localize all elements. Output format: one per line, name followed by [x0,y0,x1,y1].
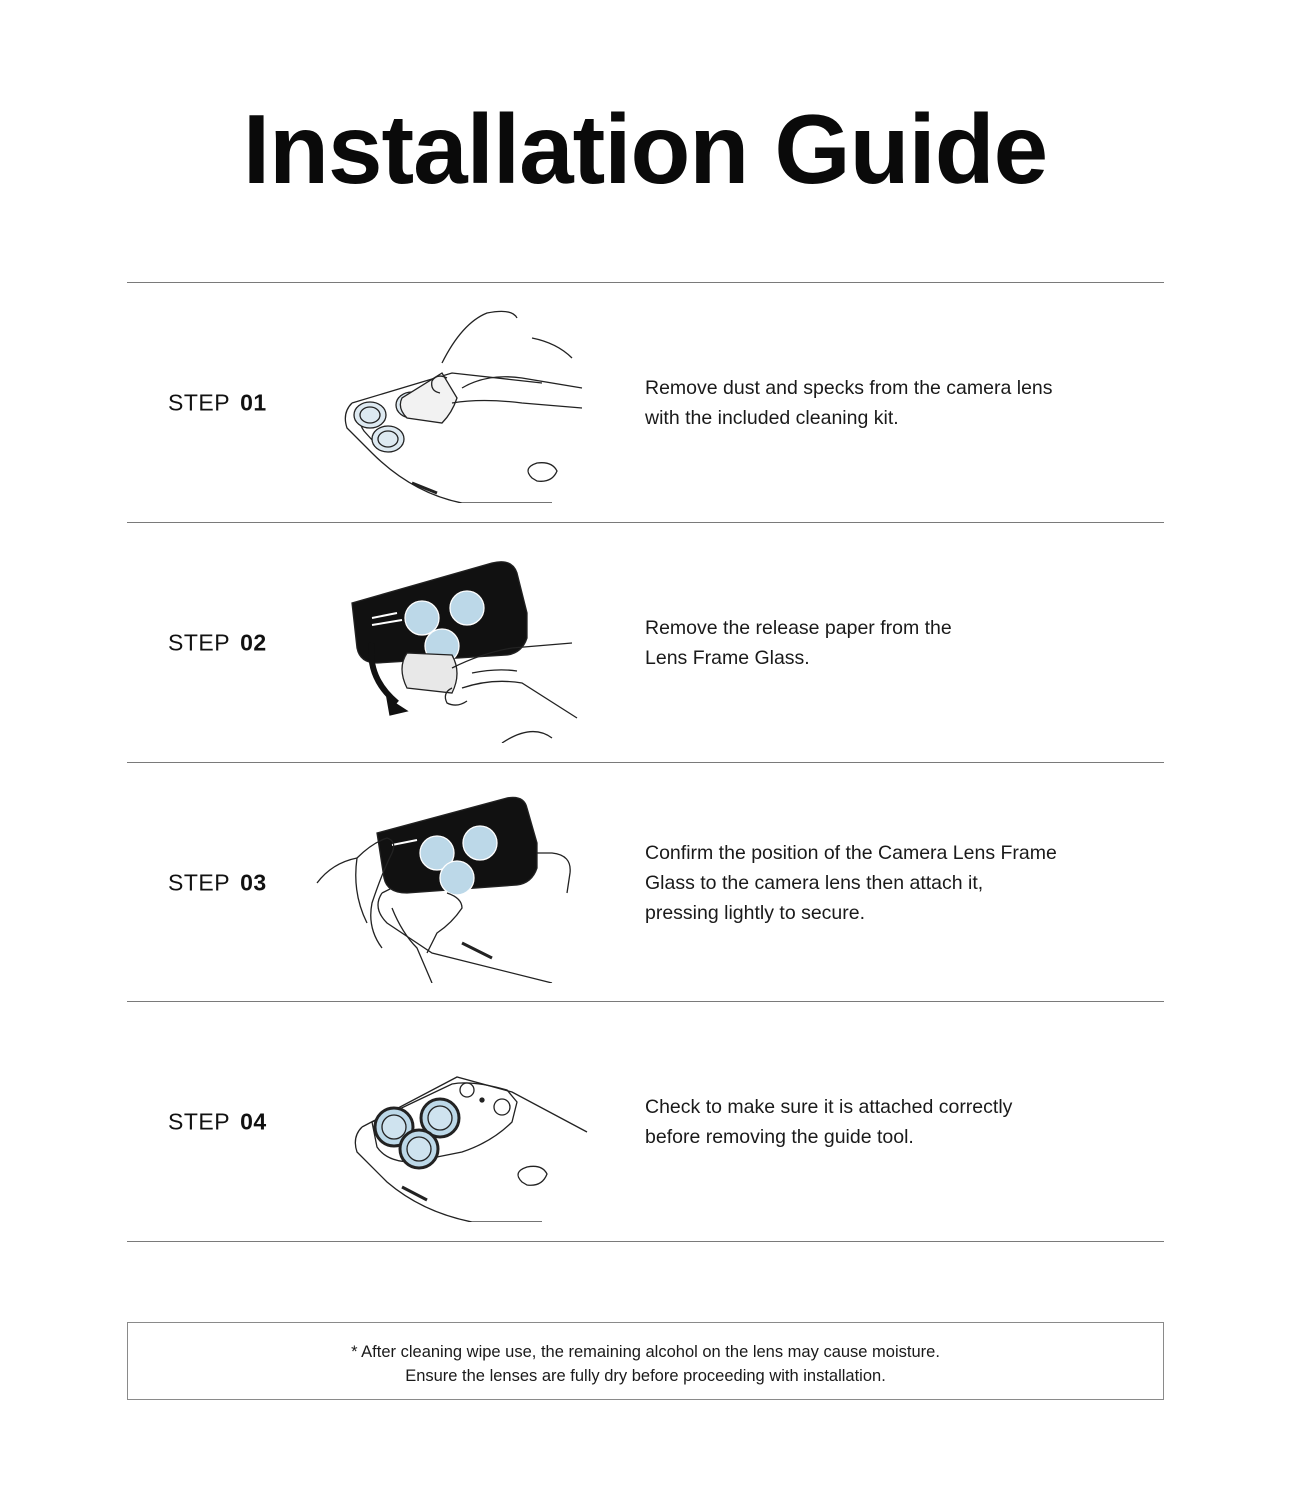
step-word: STEP [168,869,231,895]
step-word: STEP [168,389,231,415]
step-number: 03 [240,869,267,895]
step-word: STEP [168,629,231,655]
step-line: Check to make sure it is attached correctly [645,1095,1013,1118]
step-line: Confirm the position of the Camera Lens Frame [645,841,1057,864]
note-line: * After cleaning wipe use, the remaining alcohol on the lens may cause moisture. [351,1343,940,1361]
step-description [645,1092,1115,1152]
step-description [645,838,1115,928]
step-number: 01 [240,389,267,415]
step-03 [127,763,1164,1002]
step-number: 04 [240,1108,267,1134]
check-attached-lens-icon [312,1022,602,1222]
step-line: Remove dust and specks from the camera lens [645,376,1053,399]
divider [127,1241,1164,1242]
page-title: Installation Guide [242,94,1048,204]
step-description [645,373,1115,433]
step-description [645,613,1115,673]
step-line: pressing lightly to secure. [645,901,866,924]
step-01 [127,283,1164,522]
attach-lens-frame-icon [312,783,602,983]
step-label [168,629,267,656]
step-number: 02 [240,629,267,655]
wipe-lens-icon [312,303,602,503]
step-04 [127,1002,1164,1241]
step-word: STEP [168,1108,231,1134]
step-label [168,1108,267,1135]
step-line: before removing the guide tool. [645,1125,914,1148]
step-line: Remove the release paper from the [645,616,952,639]
step-label [168,869,267,896]
peel-release-paper-icon [312,543,602,743]
step-02 [127,523,1164,762]
step-line: Glass to the camera lens then attach it, [645,871,984,894]
note-line: Ensure the lenses are fully dry before proceeding with installation. [405,1367,886,1385]
step-label [168,389,267,416]
step-line: Lens Frame Glass. [645,646,810,669]
caution-note [127,1322,1164,1400]
step-line: with the included cleaning kit. [645,406,899,429]
